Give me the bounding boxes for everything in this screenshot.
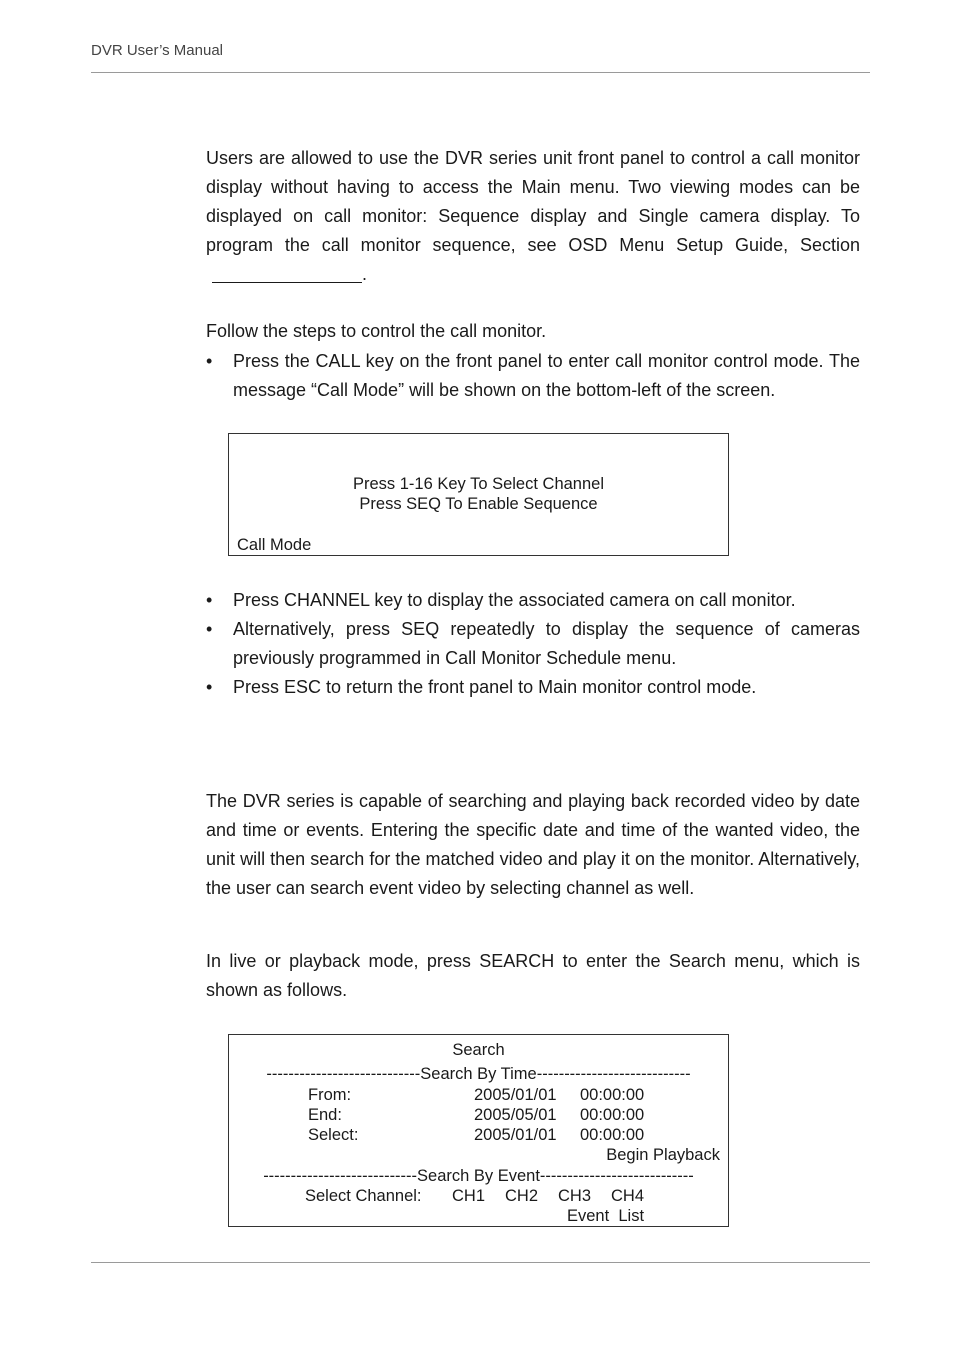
list-item [206,673,860,702]
call-monitor-screen [228,433,729,556]
select-time[interactable]: 00:00:00 [580,1126,645,1144]
list-item-text: Alternatively, press SEQ repeatedly to display the sequence of cameras previously programmed in Call Monitor Schedule menu. [233,619,860,668]
end-date[interactable]: 2005/05/01 [474,1106,557,1124]
channel-option-ch1[interactable]: CH1 [452,1187,486,1205]
from-date[interactable]: 2005/01/01 [474,1086,557,1104]
intro-text: Users are allowed to use the DVR series unit front panel to control a call monitor display without having to access the Main menu. Two viewing modes can be displayed on call monitor: Sequence display and Single camera display. To program the call monitor sequence, see OSD Menu Setup Guide, Section [206,148,860,255]
select-channel-label: Select Channel: [305,1187,422,1205]
intro-end: . [362,264,368,284]
header-divider [91,72,870,73]
screen-line-select-channel: Press 1-16 Key To Select Channel [352,475,604,493]
bullet-icon: • [206,619,213,639]
list-item [206,615,860,673]
bullet-icon: • [206,677,213,697]
call-steps-list [206,347,860,405]
list-item-text: Press CHANNEL key to display the associated camera on call monitor. [233,590,796,610]
begin-playback-button[interactable]: Begin Playback [606,1146,720,1164]
search-menu-screen [228,1034,729,1227]
footer-divider [91,1262,870,1263]
call-monitor-intro [206,144,860,289]
select-date[interactable]: 2005/01/01 [474,1126,557,1144]
channel-option-ch4[interactable]: CH4 [611,1187,645,1205]
section-reference-blank [212,264,362,283]
event-list-button[interactable]: Event List [567,1207,645,1225]
bullet-icon: • [206,590,213,610]
from-time[interactable]: 00:00:00 [580,1086,645,1104]
search-menu-title: Search [452,1041,505,1059]
call-mode-label: Call Mode [237,536,312,554]
screen-line-enable-sequence: Press SEQ To Enable Sequence [359,495,598,513]
search-by-event-header: ----------------------------Search By Event---------------------------- [263,1167,694,1185]
list-item-text: Press the CALL key on the front panel to enter call monitor control mode. The message “Call Mode” will be shown on the bottom-left of the screen. [233,351,860,400]
end-label: End: [308,1106,342,1124]
list-item [206,347,860,405]
channel-option-ch2[interactable]: CH2 [505,1187,539,1205]
end-time[interactable]: 00:00:00 [580,1106,645,1124]
list-item [206,586,860,615]
channel-option-ch3[interactable]: CH3 [558,1187,592,1205]
search-instruction: In live or playback mode, press SEARCH to enter the Search menu, which is shown as follows. [206,951,860,1000]
search-by-time-header: ----------------------------Search By Time---------------------------- [266,1065,691,1083]
search-intro: The DVR series is capable of searching and playing back recorded video by date and time or events. Entering the specific date and time of the wanted video, the unit will then search for the matched video and play it on the monitor. Alternatively, the user can search event video by selecting channel as well. [206,791,860,898]
list-item-text: Press ESC to return the front panel to Main monitor control mode. [233,677,757,697]
bullet-icon: • [206,351,213,371]
call-followup-list [206,586,860,702]
from-label: From: [308,1086,352,1104]
select-label: Select: [308,1126,359,1144]
steps-intro: Follow the steps to control the call monitor. [206,321,547,341]
header-title: DVR User’s Manual [91,42,223,59]
